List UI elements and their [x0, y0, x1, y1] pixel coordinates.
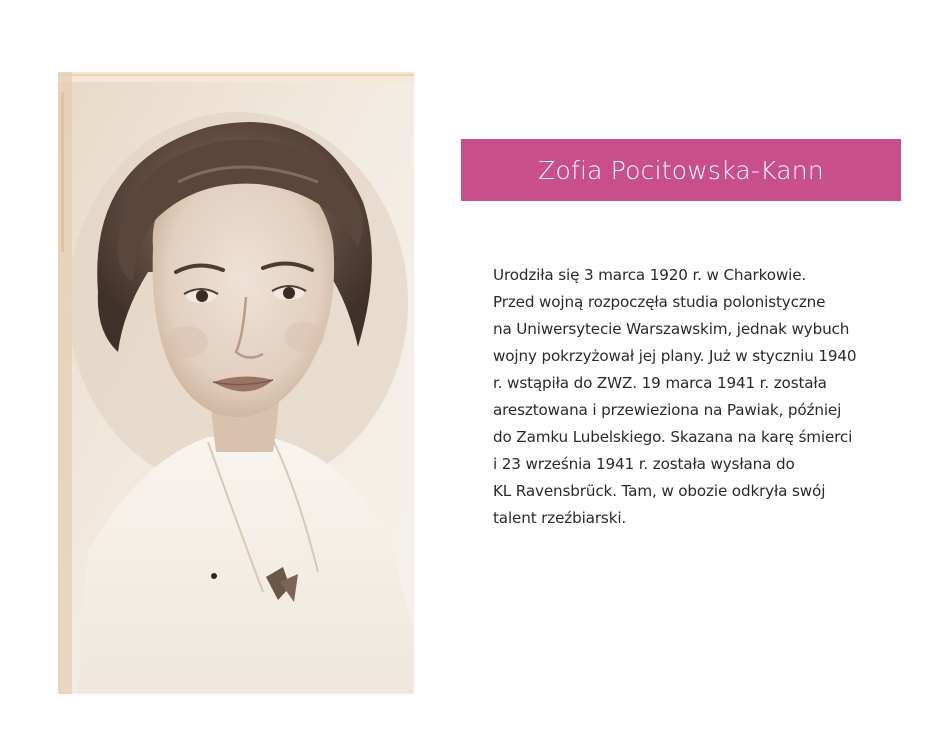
bio-line: i 23 września 1941 r. została wysłana do [493, 455, 795, 473]
bio-line: Przed wojną rozpoczęła studia polonistyczne [493, 293, 826, 311]
bio-line: r. wstąpiła do ZWZ. 19 marca 1941 r. została [493, 374, 827, 392]
biography-text [493, 262, 893, 532]
portrait-photo [58, 72, 414, 694]
bio-line: do Zamku Lubelskiego. Skazana na karę śmierci [493, 428, 853, 446]
person-name: Zofia Pocitowska-Kann [538, 155, 824, 185]
name-banner [461, 139, 901, 201]
bio-line: KL Ravensbrück. Tam, w obozie odkryła swój [493, 482, 826, 500]
bio-line: talent rzeźbiarski. [493, 509, 627, 527]
bio-line: Urodziła się 3 marca 1920 r. w Charkowie. [493, 266, 807, 284]
bio-line: aresztowana i przewieziona na Pawiak, później [493, 401, 842, 419]
bio-line: na Uniwersytecie Warszawskim, jednak wybuch [493, 320, 850, 338]
bio-line: wojny pokrzyżował jej plany. Już w styczniu 1940 [493, 347, 857, 365]
portrait-illustration [58, 72, 414, 694]
